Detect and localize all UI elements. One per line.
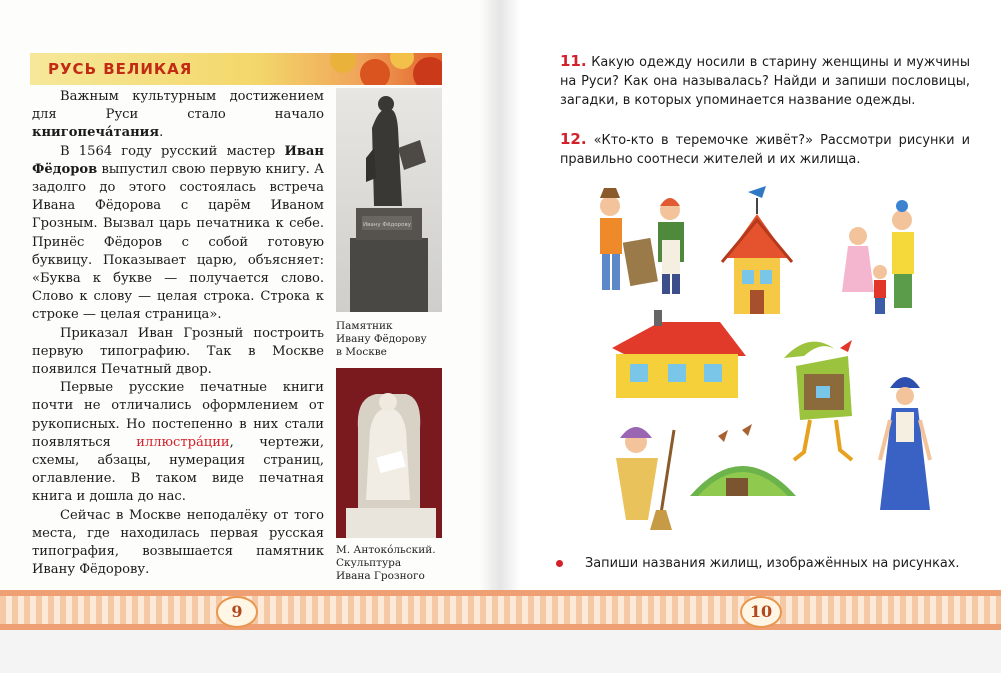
- teremok-illustrations: [590, 180, 970, 530]
- task-text: Какую одежду носили в старину женщины и мужчины на Руси? Как она называлась? Найди и запиши пословицы, загадки, в которых упоминается название одежды.: [560, 55, 970, 109]
- task-number: 12.: [560, 130, 587, 148]
- left-page: [0, 0, 494, 673]
- section-header: [30, 53, 442, 85]
- paragraph: Первые русские печатные книги почти не отличались оформлением от рукописных. Но постепенно в них стали появляться иллюстра́ции, чертежи, схемы, абзацы, нумерация страниц, оглавление. В таком виде печатная книга и дошла до нас.: [32, 380, 324, 505]
- ornament-icon: [330, 53, 356, 73]
- highlighted-term: иллюстра́ции: [136, 434, 230, 450]
- bullet-icon: [556, 560, 563, 567]
- paragraph: Сейчас в Москве неподалёку от того места, где находилась первая русская типография, возвышается памятник Ивану Фёдорову.: [32, 507, 324, 578]
- plinth-inscription: Ивану Фёдорову: [363, 222, 411, 228]
- task-number: 11.: [560, 52, 587, 70]
- sculpture-caption: М. Антоко́льский. Скульптура Ивана Грозного: [336, 544, 436, 582]
- ornament-icon: [390, 53, 414, 69]
- sculpture-photo: [336, 368, 442, 538]
- monument-photo: [336, 88, 442, 312]
- instruction-text: Запиши названия жилищ, изображённых на рисунках.: [585, 556, 960, 571]
- footer-ornament: [0, 590, 1001, 630]
- paragraph: Приказал Иван Грозный построить первую типографию. Так в Москве появился Печатный двор.: [32, 325, 324, 378]
- section-title: РУСЬ ВЕЛИКАЯ: [48, 60, 193, 78]
- instruction-line: [556, 556, 976, 571]
- peasants-illustration: [600, 188, 684, 294]
- page-number-right: 10: [740, 596, 782, 628]
- left-body-text: [32, 88, 324, 579]
- hut-on-legs-illustration: [784, 340, 852, 460]
- page-bottom-edge: [0, 630, 1001, 673]
- task-12: [560, 130, 970, 169]
- tall-house-illustration: [722, 186, 792, 314]
- book-gutter: [480, 0, 520, 600]
- paragraph: Важным культурным достижением для Руси стало начало книгопеча́тания.: [32, 89, 324, 141]
- witch-in-mortar-illustration: [616, 427, 674, 530]
- paragraph: В 1564 году русский мастер Иван Фёдоров выпустил свою первую книгу. А задолго до этого состоялась встреча Ивана Фёдорова с царём Иваном Грозным. Вызвал царь печатника к себе. Принёс Фёдоров с собой готовую буквицу. Показывает царю, объясняет: «Буква к букве — получается слово. Слово к слову — целая строка. Строка к строке — целая страница».: [32, 143, 324, 323]
- monument-caption: Памятник Ивану Фёдорову в Москве: [336, 320, 427, 358]
- earth-hut-illustration: [690, 424, 796, 496]
- girl-illustration: [880, 377, 930, 510]
- task-text: «Кто-кто в теремочке живёт?» Рассмотри рисунки и правильно соотнеси жителей и их жилища.: [560, 133, 970, 168]
- cottage-illustration: [612, 310, 746, 398]
- ornament-icon: [413, 57, 442, 85]
- family-illustration: [842, 200, 914, 314]
- page-number-left: 9: [216, 596, 258, 628]
- task-11: [560, 52, 970, 111]
- ornament-icon: [360, 59, 390, 85]
